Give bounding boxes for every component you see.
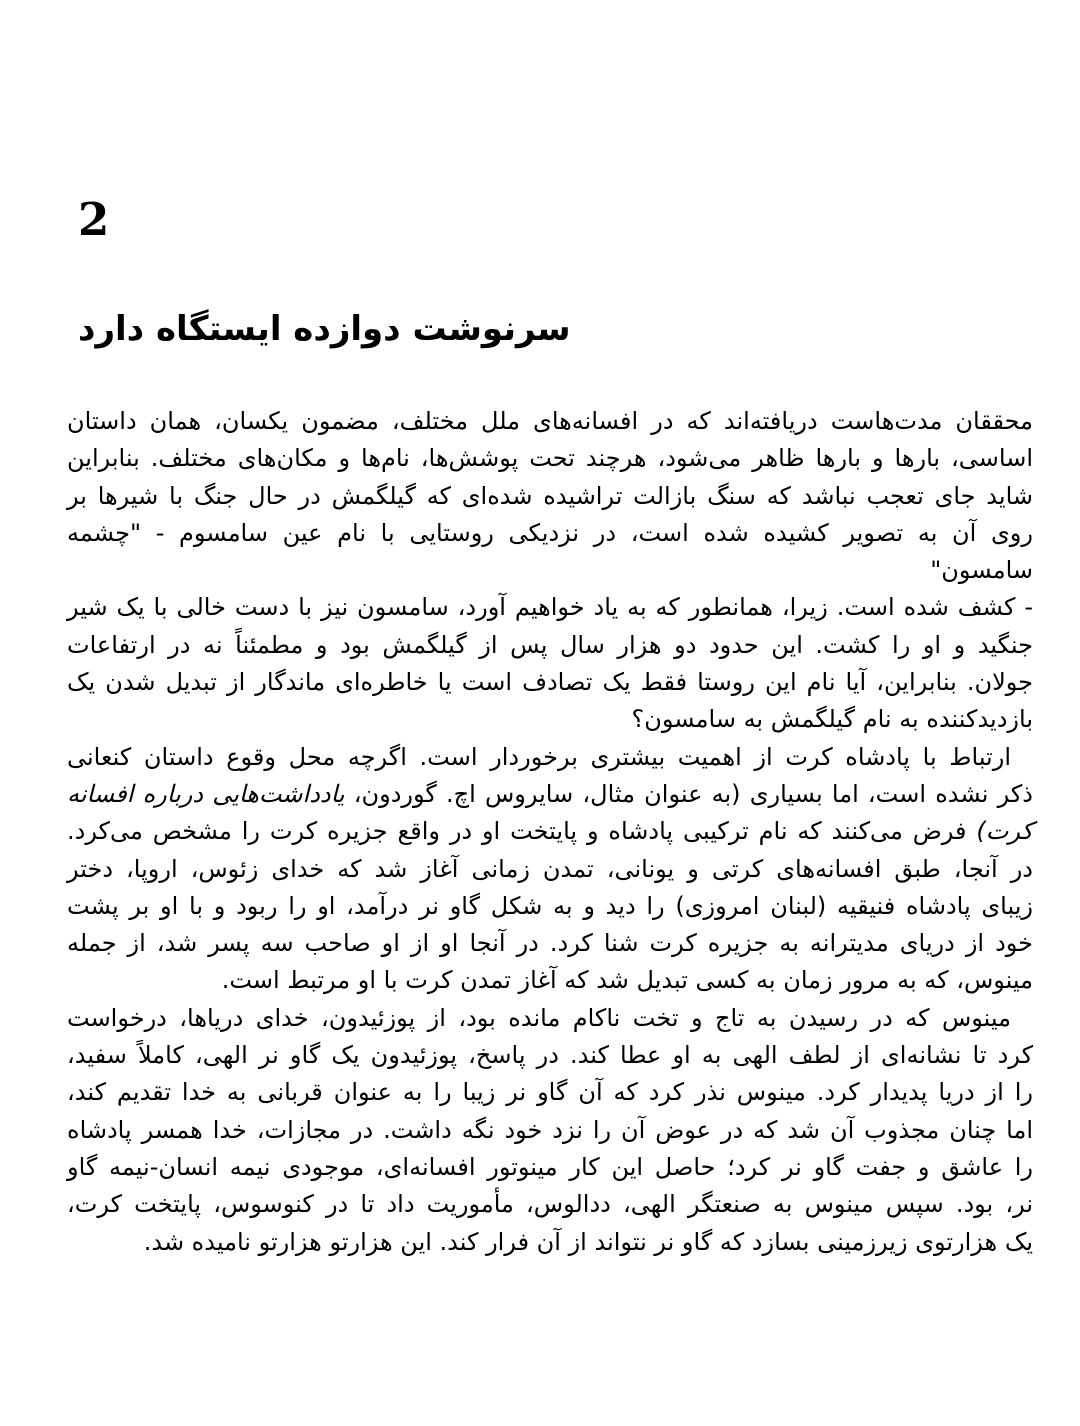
body-line bbox=[67, 1149, 1033, 1186]
body-line bbox=[67, 1224, 1033, 1261]
body-text-segment: مینوس که در رسیدن به تاج و تخت ناکام مانده بود، از پوزئیدون، خدای دریاها، درخواست bbox=[67, 1003, 1011, 1032]
body-text-segment: مینوس، که به مرور زمان به کسی تبدیل شد که آغاز تمدن کرت با او مرتبط است. bbox=[221, 966, 1033, 995]
body-line bbox=[67, 403, 1033, 440]
body-text-segment: در آنجا، طبق افسانه‌های کرتی و یونانی، تمدن زمانی آغاز شد که خدای زئوس، اروپا، دختر bbox=[67, 854, 1033, 883]
body-text-segment: خود از دریای مدیترانه به جزیره کرت شنا کرد. در آنجا او از او صاحب سه پسر شد، از جمله bbox=[67, 929, 1033, 958]
body-line bbox=[67, 739, 1033, 776]
body-line bbox=[67, 851, 1033, 888]
body-text-segment: - کشف شده است. زیرا، همانطور که به یاد خواهیم آورد، سامسون نیز با دست خالی با یک شیر bbox=[67, 593, 1033, 622]
body-text-segment: کرد تا نشانه‌ای از لطف الهی به او عطا کند. در پاسخ، پوزئیدون یک گاو نر الهی، کاملاً سفید، bbox=[67, 1041, 1033, 1070]
body-line bbox=[67, 1037, 1033, 1074]
body-text-segment: نر، بود. سپس مینوس به صنعتگر الهی، ددالوس، مأموریت داد تا در کنوسوس، پایتخت کرت، bbox=[67, 1190, 1033, 1219]
body-line bbox=[67, 627, 1033, 664]
body-line bbox=[67, 1000, 1033, 1037]
body-line bbox=[67, 813, 1033, 850]
book-title-italic: یادداشت‌هایی درباره افسانه bbox=[67, 779, 345, 808]
body-text-segment: شاید جای تعجب نباشد که سنگ بازالت تراشیده شده‌ای که گیلگمش در حال جنگ با شیرها بر bbox=[67, 481, 1033, 510]
body-line bbox=[67, 888, 1033, 925]
body-text-segment: جولان. بنابراین، آیا نام این روستا فقط یک تصادف است یا خاطره‌ای ماندگار از تبدیل شدن یک bbox=[67, 668, 1033, 697]
body-line bbox=[67, 1112, 1033, 1149]
body-line bbox=[67, 1074, 1033, 1111]
book-title-italic: کرت) bbox=[976, 817, 1033, 846]
chapter-number: 2 bbox=[78, 193, 110, 246]
body-line bbox=[67, 1186, 1033, 1223]
body-text-segment: را از دریا پدیدار کرد. مینوس نذر کرد که آن گاو نر زیبا را به عنوان قربانی به خدا تقدیم کند، bbox=[67, 1078, 1033, 1107]
body-text-segment: روی آن به تصویر کشیده شده است، در نزدیکی روستایی با نام عین سامسوم - "چشمه سامسون" bbox=[67, 518, 1033, 585]
body-text-segment: زیبای پادشاه فنیقیه (لبنان امروزی) را دید و به شکل گاو نر درآمد، او را ربود و با او بر پشت bbox=[67, 891, 1033, 920]
body-line bbox=[67, 478, 1033, 515]
chapter-body-text bbox=[67, 403, 1033, 1261]
body-text-segment: را عاشق و جفت گاو نر کرد؛ حاصل این کار مینوتور افسانه‌ای، موجودی نیمه انسان-نیمه گاو bbox=[67, 1152, 1033, 1181]
body-line bbox=[67, 701, 1033, 738]
body-text-segment: یک هزارتوی زیرزمینی بسازد که گاو نر نتواند از آن فرار کند. این هزارتو هزارتو نامیده شد. bbox=[143, 1227, 1033, 1256]
paragraph bbox=[67, 739, 1033, 1000]
body-line bbox=[67, 664, 1033, 701]
body-line bbox=[67, 440, 1033, 477]
body-text-segment: بازدیدکننده به نام گیلگمش به سامسون؟ bbox=[631, 705, 1033, 734]
body-text-segment: فرض می‌کنند که نام ترکیبی پادشاه و پایتخت او در واقع جزیره کرت را مشخص می‌کرد. bbox=[67, 817, 977, 846]
body-text-segment: ارتباط با پادشاه کرت از اهمیت بیشتری برخوردار است. اگرچه محل وقوع داستان کنعانی bbox=[67, 742, 1011, 771]
body-line bbox=[67, 589, 1033, 626]
paragraph bbox=[67, 1000, 1033, 1261]
body-text-segment: جنگید و او را کشت. این حدود دو هزار سال پس از گیلگمش بود و مطمئناً نه در ارتفاعات bbox=[67, 630, 1033, 659]
paragraph bbox=[67, 403, 1033, 739]
body-line bbox=[67, 962, 1033, 999]
body-line bbox=[67, 776, 1033, 813]
body-line bbox=[67, 925, 1033, 962]
chapter-title: سرنوشت دوازده ایستگاه دارد bbox=[78, 309, 571, 349]
body-line bbox=[67, 515, 1033, 590]
body-text-segment: محققان مدت‌هاست دریافته‌اند که در افسانه‌های ملل مختلف، مضمون یکسان، همان داستان bbox=[67, 407, 1033, 435]
body-text-segment: ذکر نشده است، اما بسیاری (به عنوان مثال، سایروس اچ. گوردون، bbox=[344, 779, 1033, 808]
body-text-segment: اما چنان مجذوب آن شد که در عوض آن را نزد خود نگه داشت. در مجازات، خدا همسر پادشاه bbox=[67, 1115, 1033, 1144]
body-text-segment: اساسی، بارها و بارها ظاهر می‌شود، هرچند تحت پوشش‌ها، نام‌ها و مکان‌های مختلف. بنابراین bbox=[67, 444, 1033, 473]
